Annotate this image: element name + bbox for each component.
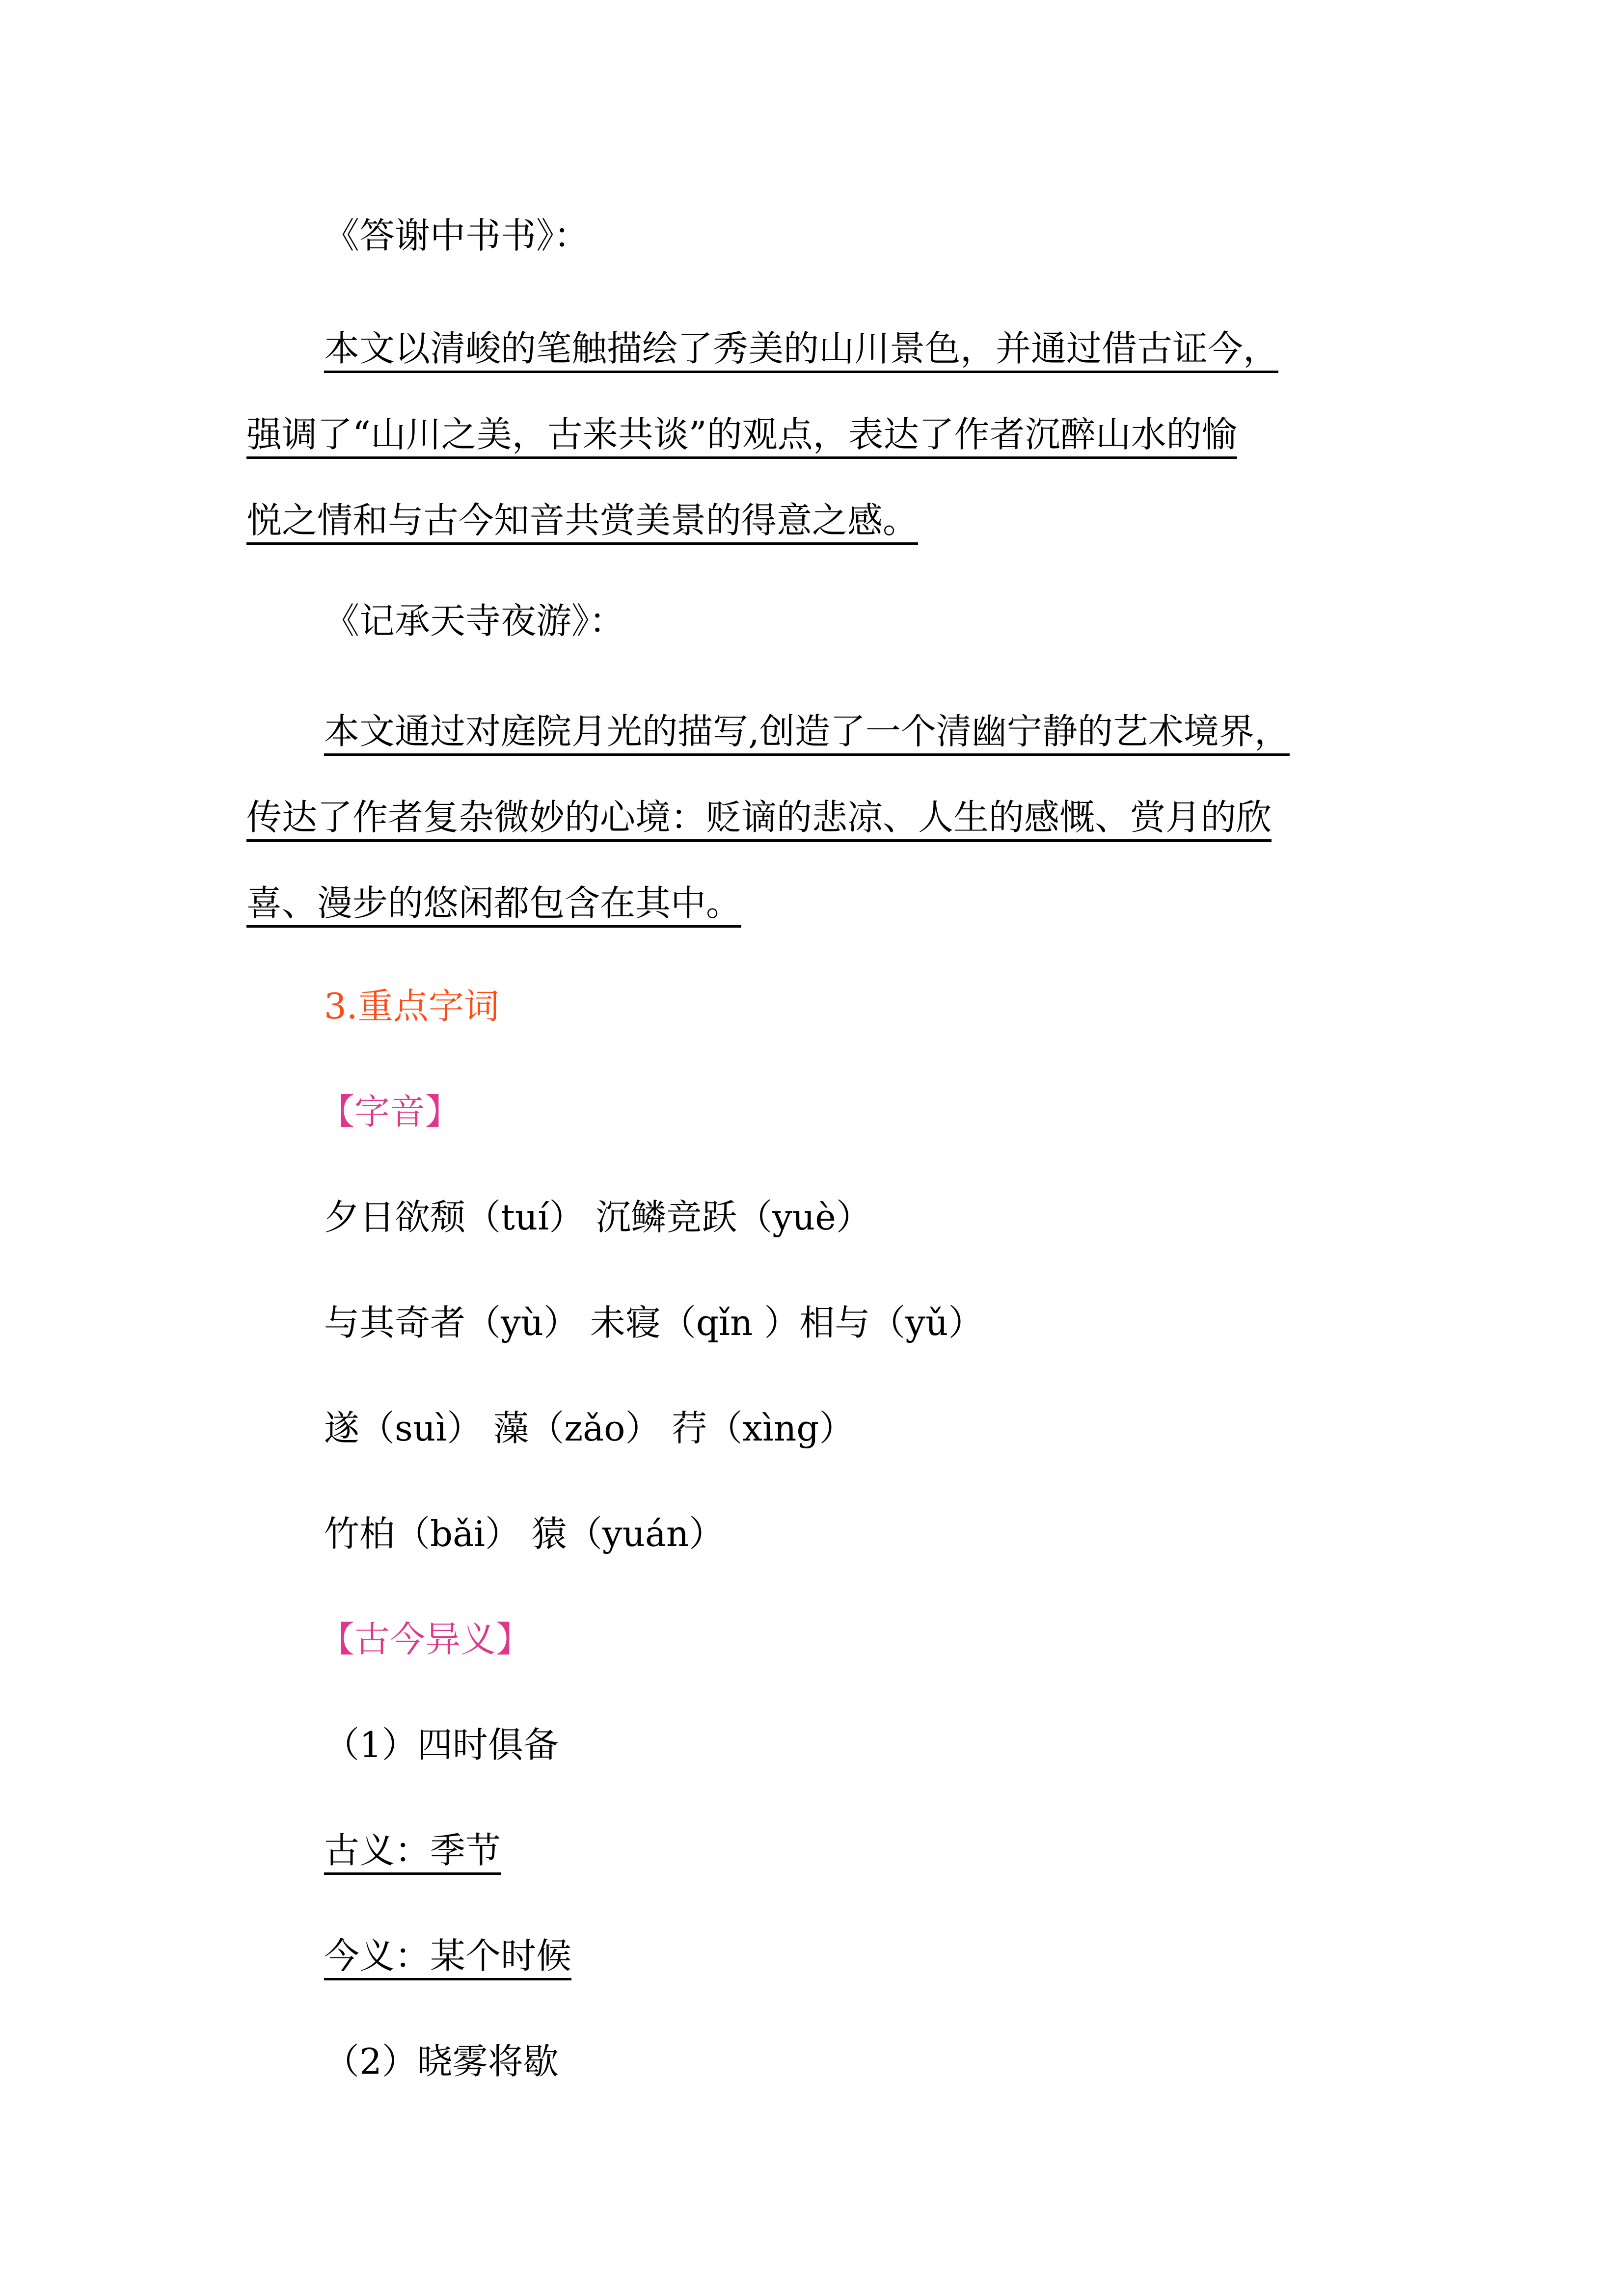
- pronunciation-line-3: 遂（suì） 藻（zǎo） 荇（xìng）: [324, 1408, 855, 1449]
- paragraph-dazhongshushu-line-1: 本文以清峻的笔触描绘了秀美的山川景色，并通过借古证今，: [324, 328, 1279, 369]
- subheading-ancient-modern-meaning: 【古今异义】: [319, 1619, 532, 1660]
- title-dazhongshushu: 《答谢中书书》：: [324, 215, 590, 256]
- example-1-modern-meaning: 今义：某个时候: [324, 1935, 572, 1976]
- example-2-sentence: （2）晓雾将歇: [324, 2041, 559, 2082]
- paragraph-chengtiansi-line-2: 传达了作者复杂微妙的心境：贬谪的悲凉、人生的感慨、赏月的欣: [246, 797, 1272, 838]
- paragraph-chengtiansi-line-1: 本文通过对庭院月光的描写,创造了一个清幽宁静的艺术境界，: [324, 711, 1290, 752]
- subheading-pronunciation: 【字音】: [319, 1091, 461, 1132]
- paragraph-chengtiansi-line-3: 喜、漫步的悠闲都包含在其中。: [246, 882, 742, 924]
- title-chengtiansi: 《记承天寺夜游》：: [324, 600, 625, 641]
- pronunciation-line-1: 夕日欲颓（tuí） 沉鳞竞跃（yuè）: [324, 1197, 871, 1238]
- paragraph-dazhongshushu-line-3: 悦之情和与古今知音共赏美景的得意之感。: [246, 500, 919, 541]
- example-1-sentence: （1）四时俱备: [324, 1724, 559, 1765]
- pronunciation-line-4: 竹柏（bǎi） 猿（yuán）: [324, 1513, 725, 1554]
- example-1-ancient-meaning: 古义：季节: [324, 1830, 501, 1871]
- section-heading-key-words: 3.重点字词: [324, 986, 499, 1027]
- pronunciation-line-2: 与其奇者（yù） 未寝（qǐn ）相与（yǔ）: [324, 1302, 984, 1343]
- paragraph-dazhongshushu-line-2: 强调了“山川之美，古来共谈”的观点，表达了作者沉醉山水的愉: [246, 414, 1237, 455]
